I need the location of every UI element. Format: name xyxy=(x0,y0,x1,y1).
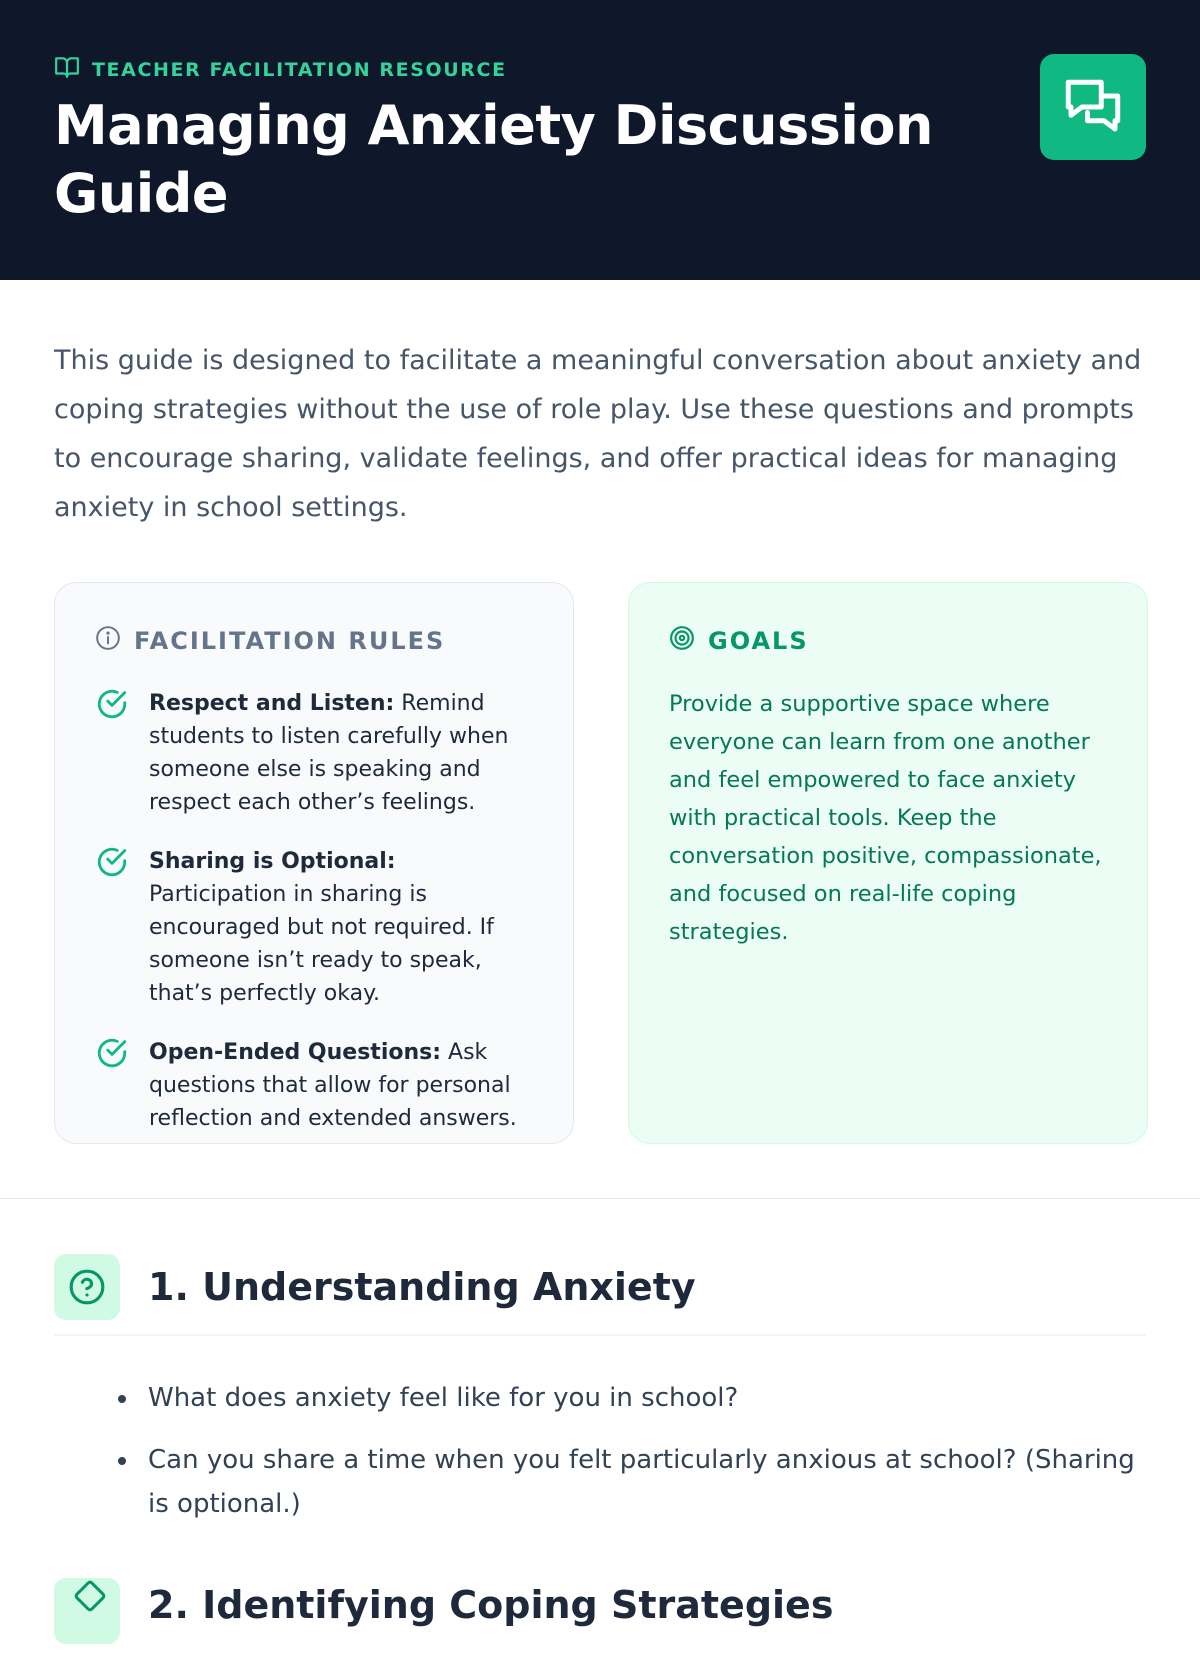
question-circle-icon xyxy=(54,1254,120,1320)
info-circle-icon xyxy=(95,625,121,657)
check-circle-icon xyxy=(95,687,129,721)
section-heading xyxy=(54,1254,1146,1336)
book-open-icon xyxy=(54,54,80,85)
goals-heading xyxy=(669,625,809,657)
page-title: Managing Anxiety Discussion Guide xyxy=(54,94,933,225)
section-title: 1. Understanding Anxiety xyxy=(148,1265,696,1309)
divider xyxy=(0,1198,1200,1199)
section-title: 2. Identifying Coping Strategies xyxy=(148,1583,834,1627)
section-icon xyxy=(54,1578,120,1644)
goals-heading-label: GOALS xyxy=(708,627,809,655)
section-heading xyxy=(54,1578,1146,1658)
rules-list xyxy=(95,687,535,1161)
chat-bubbles-icon xyxy=(1040,54,1146,160)
goals-text: Provide a supportive space where everyone can learn from one another and feel empowered to face anxiety with practical tools. Keep the conversation positive, compassionate, and focused on real-life coping strategies. xyxy=(669,691,1102,945)
rule-text: Ask questions that allow for personal reflection and extended answers. xyxy=(149,1040,517,1131)
rule-title: Open-Ended Questions: xyxy=(149,1040,442,1065)
rule-title: Sharing is Optional: xyxy=(149,849,396,874)
rule-item xyxy=(95,1036,535,1135)
question-list xyxy=(118,1376,1146,1544)
list-item: What does anxiety feel like for you in school? xyxy=(118,1376,1146,1420)
eyebrow-label: TEACHER FACILITATION RESOURCE xyxy=(92,58,507,81)
rules-heading-label: FACILITATION RULES xyxy=(134,627,446,655)
target-icon xyxy=(669,625,695,657)
list-item: Can you share a time when you felt particularly anxious at school? (Sharing is optional.) xyxy=(118,1438,1146,1526)
page-header xyxy=(0,0,1200,280)
goals-card xyxy=(628,582,1148,1144)
check-circle-icon xyxy=(95,845,129,879)
eyebrow xyxy=(54,54,507,85)
intro-paragraph: This guide is designed to facilitate a meaningful conversation about anxiety and coping strategies without the use of role play. Use these questions and prompts to encourage sharing, validate feelings, and offer practical ideas for managing anxiety in school settings. xyxy=(54,345,1142,523)
rule-item xyxy=(95,687,535,819)
rule-text: Remind students to listen carefully when someone else is speaking and respect each other’s feelings. xyxy=(149,691,509,815)
check-circle-icon xyxy=(95,1036,129,1070)
facilitation-rules-card xyxy=(54,582,574,1144)
rule-item xyxy=(95,845,535,1010)
rule-title: Respect and Listen: xyxy=(149,691,395,716)
rules-heading xyxy=(95,625,445,657)
rule-text: Participation in sharing is encouraged but not required. If someone isn’t ready to speak, that’s perfectly okay. xyxy=(149,882,494,1006)
